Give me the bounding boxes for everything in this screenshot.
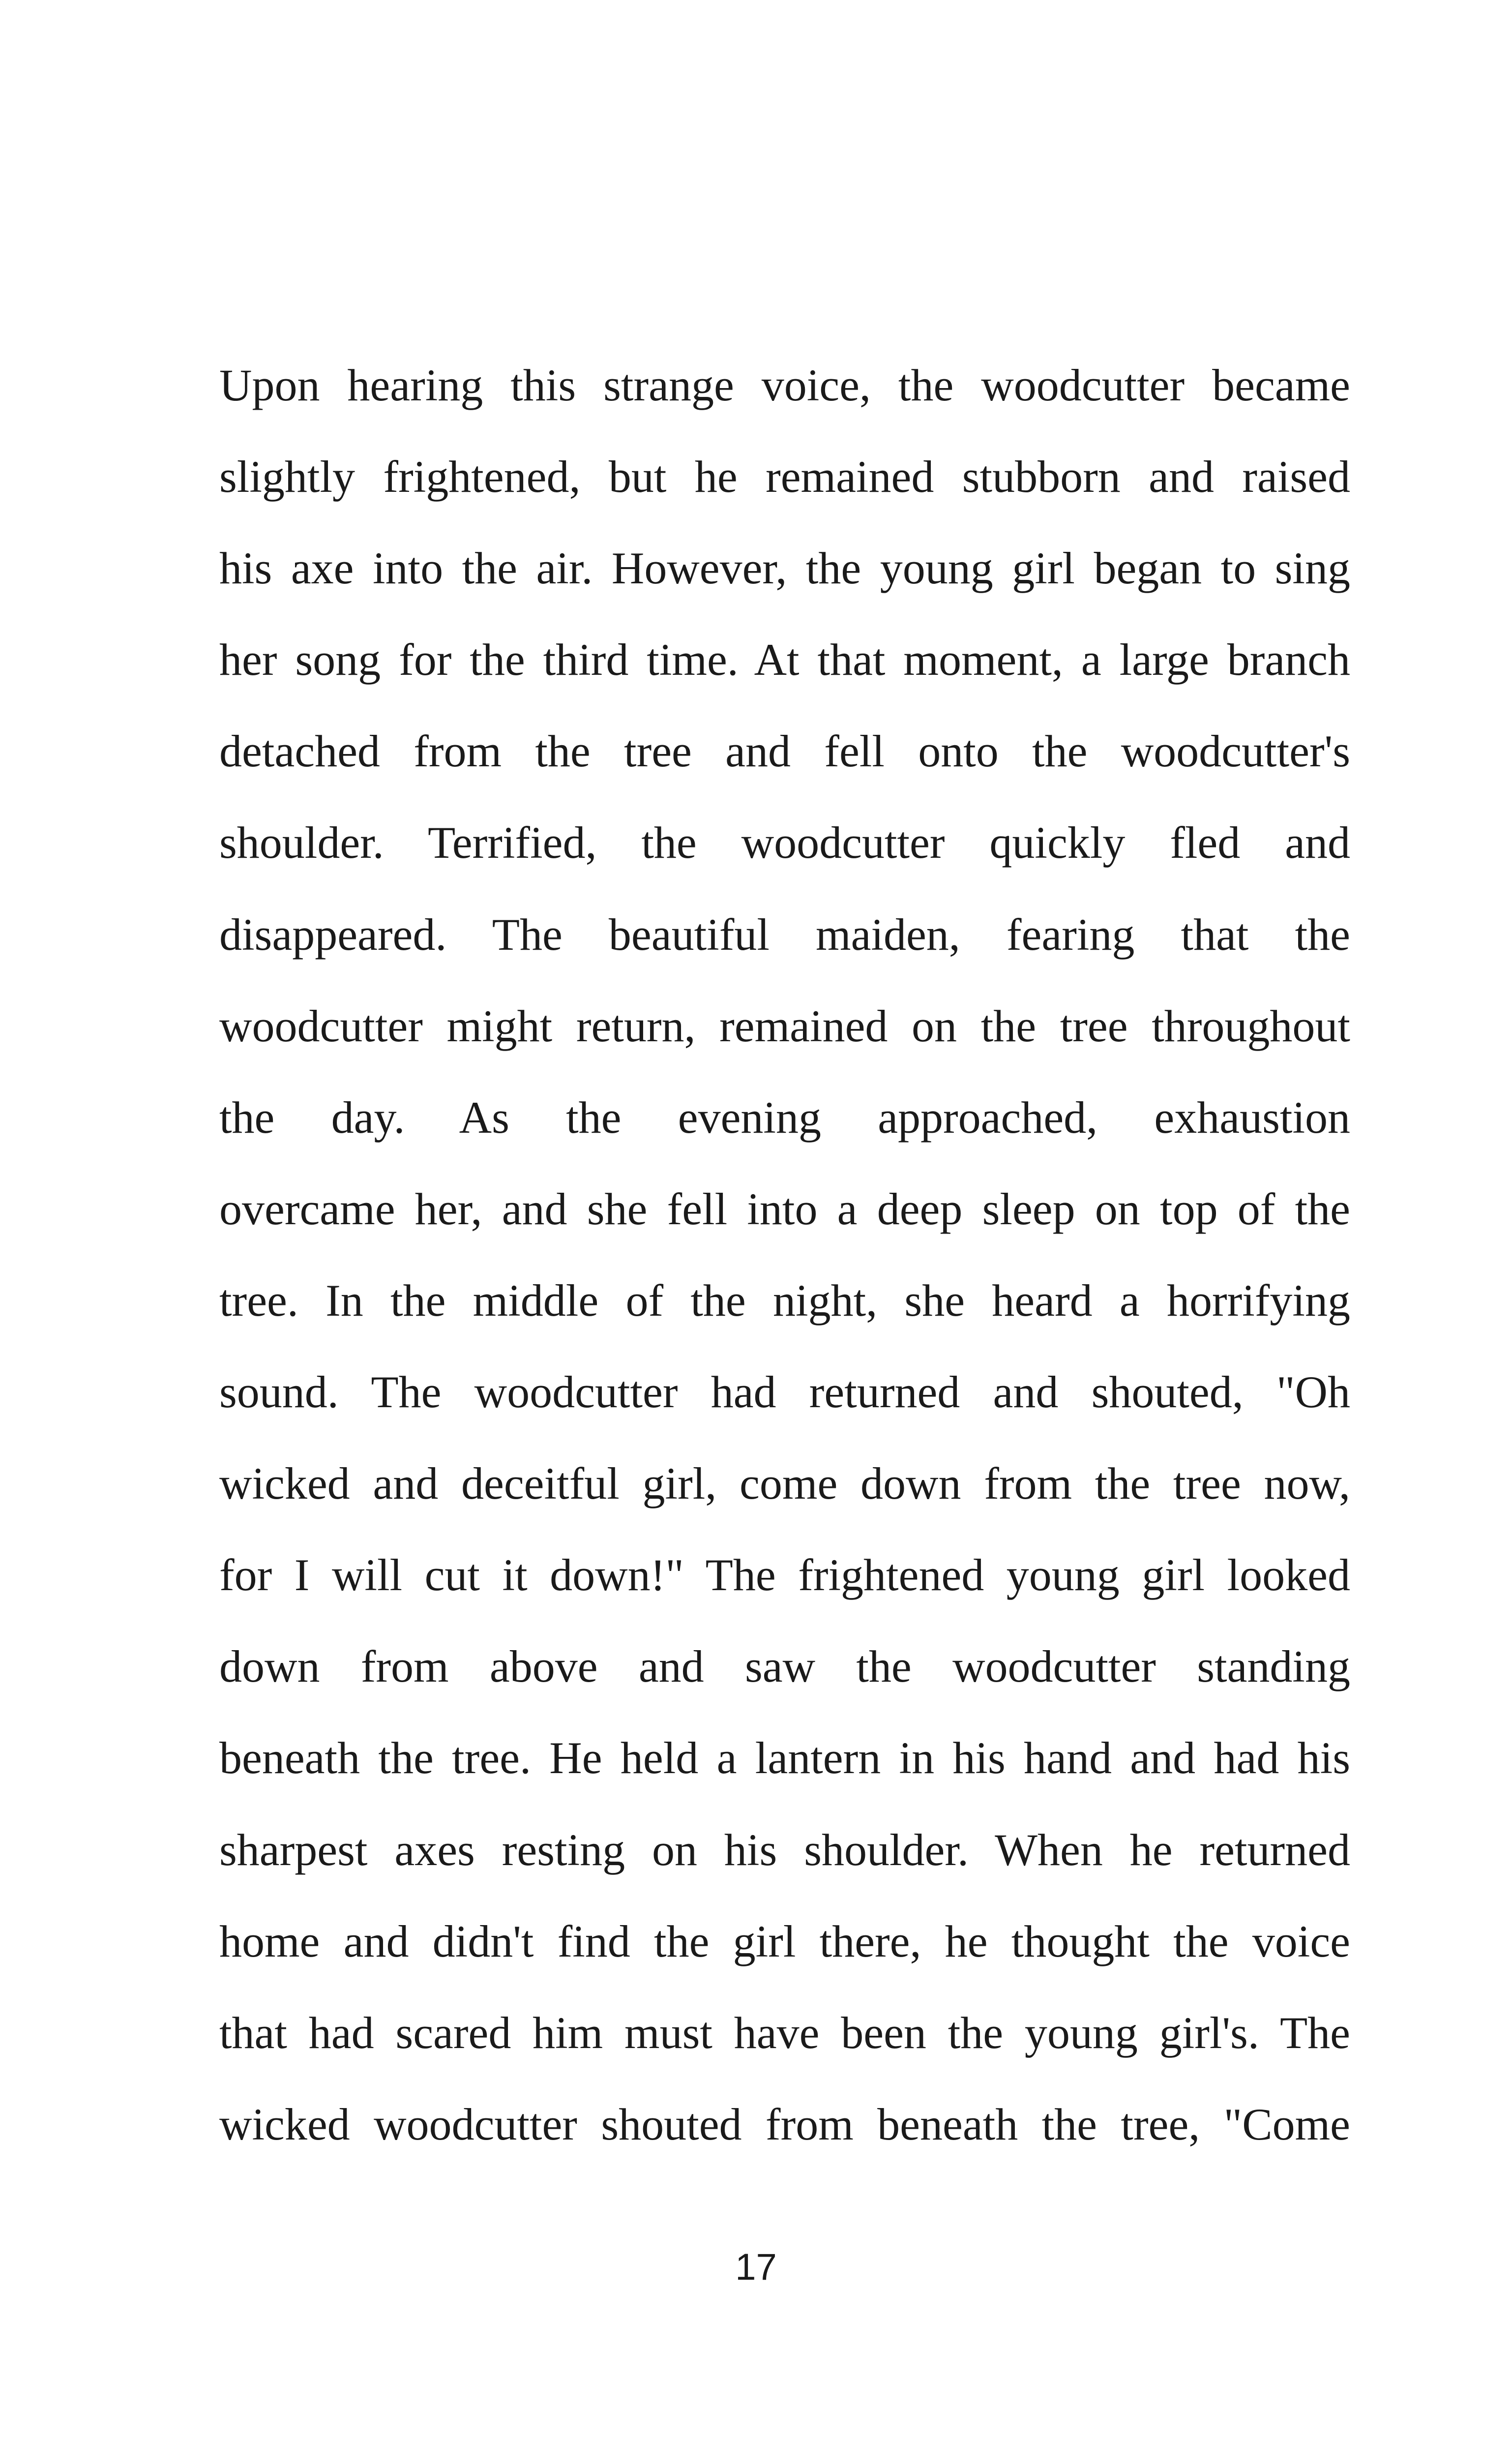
page-number: 17 [735, 2246, 777, 2288]
text-line: sharpest axes resting on his shoulder. When he returned [219, 1824, 1350, 1875]
text-line: wicked woodcutter shouted from beneath the tree, "Come [219, 2099, 1350, 2149]
text-line: wicked and deceitful girl, come down from the tree now, [219, 1458, 1350, 1509]
text-line: Upon hearing this strange voice, the woodcutter became [219, 360, 1350, 410]
text-line: down from above and saw the woodcutter standing [219, 1641, 1350, 1692]
text-line: sound. The woodcutter had returned and shouted, "Oh [219, 1367, 1350, 1418]
text-line: woodcutter might return, remained on the tree throughout [219, 1000, 1350, 1051]
text-line: detached from the tree and fell onto the woodcutter's [219, 726, 1350, 777]
text-line: her song for the third time. At that moment, a large branch [219, 634, 1350, 685]
text-line: shoulder. Terrified, the woodcutter quickly fled and [219, 817, 1350, 868]
text-line: for I will cut it down!" The frightened young girl looked [219, 1550, 1350, 1600]
body-paragraph [219, 339, 1350, 2170]
text-line: slightly frightened, but he remained stubborn and raised [219, 452, 1350, 502]
text-line: that had scared him must have been the young girl's. The [219, 2007, 1350, 2058]
text-line: the day. As the evening approached, exhaustion [219, 1092, 1350, 1143]
text-line: beneath the tree. He held a lantern in his hand and had his [219, 1733, 1350, 1783]
text-line: tree. In the middle of the night, she heard a horrifying [219, 1275, 1350, 1326]
text-line: home and didn't find the girl there, he thought the voice [219, 1916, 1350, 1966]
text-line: overcame her, and she fell into a deep sleep on top of the [219, 1183, 1350, 1234]
text-line: his axe into the air. However, the young girl began to sing [219, 543, 1350, 594]
text-line: disappeared. The beautiful maiden, fearing that the [219, 909, 1350, 960]
